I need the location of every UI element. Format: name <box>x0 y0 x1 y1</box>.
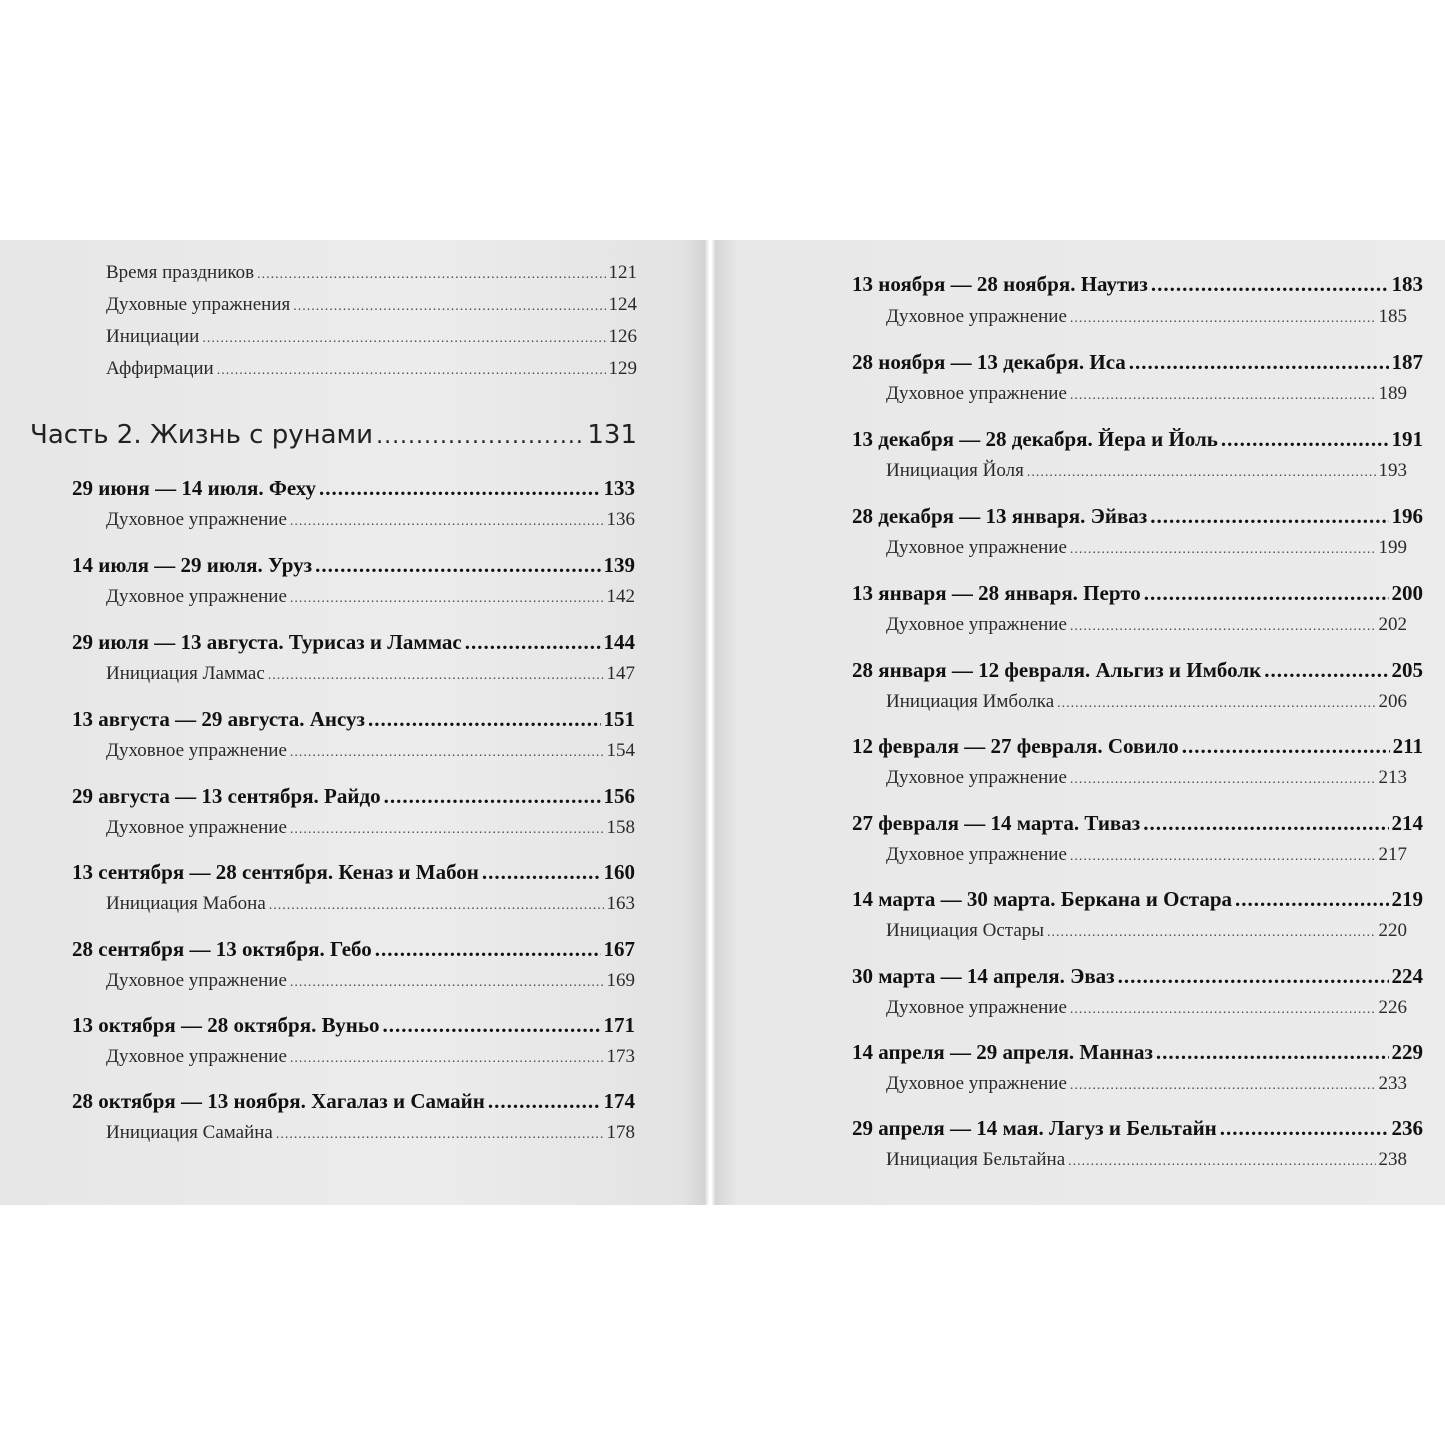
toc-section-title: 14 июля — 29 июля. Уруз <box>72 553 313 577</box>
toc-entry-page: 238 <box>1378 1149 1407 1170</box>
left-page <box>0 240 704 1205</box>
toc-leader-dots <box>1221 427 1389 452</box>
toc-entry-title: Инициация Йоля <box>886 460 1024 481</box>
toc-section-title: 29 августа — 13 сентября. Райдо <box>72 784 381 808</box>
toc-entry <box>106 1122 635 1144</box>
toc-entry <box>106 740 635 762</box>
toc-leader-dots <box>319 476 600 501</box>
toc-leader-dots <box>1070 311 1376 327</box>
toc-leader-dots <box>290 745 604 761</box>
toc-leader-dots <box>290 975 604 991</box>
toc-entry-page: 147 <box>606 663 635 684</box>
toc-entry <box>886 1073 1407 1095</box>
toc-leader-dots <box>1070 1078 1376 1094</box>
toc-entry-page: 217 <box>1378 844 1407 865</box>
toc-leader-dots <box>276 1127 604 1143</box>
toc-section-page: 205 <box>1391 658 1423 682</box>
toc-section <box>852 811 1423 836</box>
toc-entry-title: Аффирмации <box>106 358 214 379</box>
toc-section <box>852 1116 1423 1141</box>
toc-leader-dots <box>217 363 606 379</box>
toc-entry <box>106 970 635 992</box>
toc-entry-title: Духовное упражнение <box>886 306 1067 327</box>
toc-entry <box>886 920 1407 942</box>
toc-section-page: 191 <box>1391 427 1423 451</box>
toc-leader-dots <box>257 267 605 283</box>
toc-section-page: 171 <box>603 1013 635 1037</box>
toc-entry <box>886 844 1407 866</box>
toc-leader-dots <box>290 514 604 530</box>
toc-section-page: 229 <box>1391 1040 1423 1064</box>
toc-section-title: 29 июля — 13 августа. Турисаз и Ламмас <box>72 630 462 654</box>
toc-entry-page: 220 <box>1378 920 1407 941</box>
toc-entry <box>106 294 637 316</box>
toc-leader-dots <box>375 937 601 962</box>
toc-section <box>72 860 635 885</box>
toc-section-title: 13 сентября — 28 сентября. Кеназ и Мабон <box>72 860 479 884</box>
toc-section <box>852 734 1423 759</box>
toc-entry <box>106 893 635 915</box>
toc-section <box>852 1040 1423 1065</box>
toc-entry-title: Духовное упражнение <box>886 844 1067 865</box>
toc-section-page: 187 <box>1391 350 1423 374</box>
toc-section <box>852 658 1423 683</box>
toc-section-page: 219 <box>1391 887 1423 911</box>
book-gutter <box>704 240 716 1205</box>
toc-section-title: 28 октября — 13 ноября. Хагалаз и Самайн <box>72 1089 485 1113</box>
toc-section-title: 14 марта — 30 марта. Беркана и Остара <box>852 887 1233 911</box>
toc-entry-page: 226 <box>1378 997 1407 1018</box>
toc-leader-dots <box>269 898 604 914</box>
toc-entry-page: 206 <box>1378 691 1407 712</box>
toc-entry-page: 233 <box>1378 1073 1407 1094</box>
toc-section-page: 200 <box>1391 581 1423 605</box>
toc-entry-title: Духовное упражнение <box>886 767 1067 788</box>
toc-leader-dots <box>202 331 605 347</box>
toc-entry-title: Духовное упражнение <box>106 509 287 530</box>
toc-entry-title: Инициация Остары <box>886 920 1045 941</box>
toc-leader-dots <box>1070 388 1376 404</box>
toc-entry-title: Духовное упражнение <box>106 970 287 991</box>
toc-section <box>72 630 635 655</box>
toc-section-page: 236 <box>1391 1116 1423 1140</box>
toc-entry-page: 154 <box>606 740 635 761</box>
toc-entry <box>886 1149 1407 1171</box>
toc-section-page: 211 <box>1392 734 1423 758</box>
toc-entry-page: 136 <box>606 509 635 530</box>
toc-entry-page: 129 <box>608 358 637 379</box>
toc-entry-title: Инициации <box>106 326 200 347</box>
toc-section-title: 28 декабря — 13 января. Эйваз <box>852 504 1148 528</box>
toc-leader-dots <box>383 1013 601 1038</box>
toc-section-page: 151 <box>603 707 635 731</box>
toc-section-title: 12 февраля — 27 февраля. Совило <box>852 734 1179 758</box>
toc-leader-dots <box>1070 772 1376 788</box>
toc-entry <box>886 691 1407 713</box>
toc-entry-page: 169 <box>606 970 635 991</box>
toc-entry-title: Инициация Имболка <box>886 691 1055 712</box>
toc-leader-dots <box>1070 619 1376 635</box>
toc-section-title: 29 апреля — 14 мая. Лагуз и Бельтайн <box>852 1116 1217 1140</box>
toc-entry <box>886 306 1407 328</box>
toc-section-page: 183 <box>1391 272 1423 296</box>
part-page: 131 <box>587 420 637 450</box>
toc-entry-title: Духовное упражнение <box>106 817 287 838</box>
toc-entry-page: 158 <box>606 817 635 838</box>
toc-leader-dots <box>1144 581 1389 606</box>
toc-section <box>72 553 635 578</box>
toc-leader-dots <box>1047 925 1375 941</box>
toc-leader-dots <box>482 860 601 885</box>
toc-entry <box>886 767 1407 789</box>
toc-section <box>852 350 1423 375</box>
toc-section-page: 133 <box>603 476 635 500</box>
part-title: Часть 2. Жизнь с рунами <box>30 420 374 450</box>
toc-leader-dots <box>384 784 601 809</box>
toc-leader-dots <box>1070 849 1376 865</box>
toc-entry-page: 178 <box>606 1122 635 1143</box>
toc-entry-title: Инициация Ламмас <box>106 663 265 684</box>
toc-entry <box>106 509 635 531</box>
toc-section-title: 28 сентября — 13 октября. Гебо <box>72 937 372 961</box>
toc-section <box>72 1013 635 1038</box>
toc-section <box>852 887 1423 912</box>
toc-leader-dots <box>1182 734 1390 759</box>
toc-entry-page: 124 <box>608 294 637 315</box>
toc-section-page: 160 <box>603 860 635 884</box>
part-heading <box>30 420 637 450</box>
toc-entry-page: 121 <box>608 262 637 283</box>
toc-entry <box>106 586 635 608</box>
toc-leader-dots <box>1070 542 1376 558</box>
toc-entry-title: Инициация Бельтайна <box>886 1149 1066 1170</box>
toc-section-title: 13 января — 28 января. Перто <box>852 581 1141 605</box>
toc-leader-dots <box>290 822 604 838</box>
toc-entry <box>106 262 637 284</box>
toc-entry-title: Духовное упражнение <box>886 614 1067 635</box>
toc-section-page: 224 <box>1391 964 1423 988</box>
toc-leader-dots <box>1143 811 1388 836</box>
toc-section-title: 27 февраля — 14 марта. Тиваз <box>852 811 1141 835</box>
toc-leader-dots <box>1264 658 1388 683</box>
toc-leader-dots <box>290 1051 604 1067</box>
toc-leader-dots <box>1235 887 1388 912</box>
toc-entry <box>886 460 1407 482</box>
toc-entry-title: Инициация Мабона <box>106 893 266 914</box>
toc-section <box>852 504 1423 529</box>
toc-leader-dots <box>315 553 600 578</box>
toc-leader-dots <box>1151 272 1389 297</box>
toc-entry-page: 189 <box>1378 383 1407 404</box>
toc-section-page: 214 <box>1391 811 1423 835</box>
toc-entry-page: 193 <box>1378 460 1407 481</box>
toc-entry-page: 199 <box>1378 537 1407 558</box>
book-spread <box>0 240 1445 1205</box>
toc-leader-dots <box>465 630 601 655</box>
toc-section-title: 13 декабря — 28 декабря. Йера и Йоль <box>852 427 1218 451</box>
toc-entry-page: 163 <box>606 893 635 914</box>
toc-leader-dots <box>368 707 601 732</box>
toc-entry <box>106 663 635 685</box>
toc-section-title: 30 марта — 14 апреля. Эваз <box>852 964 1115 988</box>
toc-leader-dots <box>1118 964 1389 989</box>
toc-section-title: 14 апреля — 29 апреля. Манназ <box>852 1040 1153 1064</box>
toc-section-page: 174 <box>603 1089 635 1113</box>
toc-entry-title: Духовное упражнение <box>106 586 287 607</box>
toc-section <box>72 476 635 501</box>
toc-entry <box>886 997 1407 1019</box>
toc-leader-dots <box>293 299 605 315</box>
toc-section <box>72 707 635 732</box>
toc-entry-title: Инициация Самайна <box>106 1122 273 1143</box>
toc-section-title: 29 июня — 14 июля. Феху <box>72 476 317 500</box>
toc-section <box>852 427 1423 452</box>
toc-section-title: 13 ноября — 28 ноября. Наутиз <box>852 272 1148 296</box>
toc-entry <box>106 326 637 348</box>
toc-entry <box>106 817 635 839</box>
toc-entry <box>886 383 1407 405</box>
toc-entry-page: 142 <box>606 586 635 607</box>
toc-entry-title: Духовное упражнение <box>106 740 287 761</box>
toc-section-page: 144 <box>603 630 635 654</box>
right-page <box>716 240 1445 1205</box>
toc-leader-dots <box>1070 1002 1376 1018</box>
toc-leader-dots <box>1068 1154 1375 1170</box>
toc-entry-page: 213 <box>1378 767 1407 788</box>
toc-section <box>852 272 1423 297</box>
toc-entry-page: 173 <box>606 1046 635 1067</box>
toc-entry-title: Духовное упражнение <box>886 997 1067 1018</box>
toc-leader-dots <box>1156 1040 1389 1065</box>
toc-section <box>72 784 635 809</box>
toc-entry-page: 202 <box>1378 614 1407 635</box>
toc-section <box>852 964 1423 989</box>
toc-section-page: 156 <box>603 784 635 808</box>
toc-leader-dots <box>488 1089 601 1114</box>
toc-section-title: 28 января — 12 февраля. Альгиз и Имболк <box>852 658 1262 682</box>
toc-entry-title: Время праздников <box>106 262 255 283</box>
toc-leader-dots <box>1027 465 1376 481</box>
toc-entry-title: Духовное упражнение <box>886 383 1067 404</box>
toc-leader-dots <box>1129 350 1389 375</box>
toc-leader-dots <box>1220 1116 1389 1141</box>
toc-section <box>72 937 635 962</box>
toc-section-title: 13 августа — 29 августа. Ансуз <box>72 707 365 731</box>
toc-leader-dots <box>290 591 604 607</box>
toc-entry-page: 126 <box>608 326 637 347</box>
toc-entry <box>106 1046 635 1068</box>
toc-entry-page: 185 <box>1378 306 1407 327</box>
toc-section-page: 167 <box>603 937 635 961</box>
toc-entry-title: Духовное упражнение <box>106 1046 287 1067</box>
toc-leader-dots <box>1150 504 1388 529</box>
toc-entry <box>106 358 637 380</box>
toc-entry-title: Духовные упражнения <box>106 294 291 315</box>
toc-entry-title: Духовное упражнение <box>886 1073 1067 1094</box>
toc-leader-dots <box>1057 696 1375 712</box>
toc-section-title: 28 ноября — 13 декабря. Иса <box>852 350 1126 374</box>
toc-entry-title: Духовное упражнение <box>886 537 1067 558</box>
toc-leader-dots <box>268 668 604 684</box>
toc-section-title: 13 октября — 28 октября. Вуньо <box>72 1013 380 1037</box>
toc-section <box>72 1089 635 1114</box>
toc-entry <box>886 537 1407 559</box>
toc-section-page: 139 <box>603 553 635 577</box>
toc-entry <box>886 614 1407 636</box>
toc-section <box>852 581 1423 606</box>
toc-section-page: 196 <box>1391 504 1423 528</box>
toc-leader-dots <box>376 424 584 449</box>
